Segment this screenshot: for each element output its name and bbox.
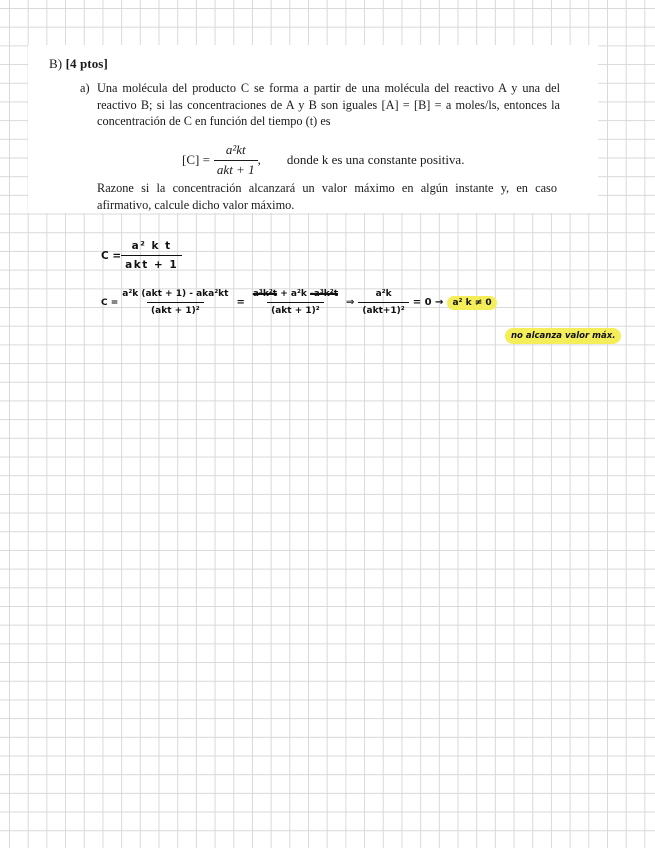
problem-statement: [80, 80, 560, 130]
handwritten-equation-2: [101, 289, 497, 316]
implies-arrow: ⇒: [346, 297, 355, 308]
problem-text: Una molécula del producto C se forma a partir de una molécula del reactivo A y una del reactivo B; si las concentraciones de A y B son iguales [A] = [B] = a moles/ls, entonces la concentración de C en función del tiempo (t) es: [97, 81, 560, 128]
derivative-numerator: a²k (akt + 1) - aka²kt: [122, 289, 229, 299]
eq2-lhs: C =: [101, 297, 119, 308]
eq1-fraction: [121, 240, 182, 271]
formula-numerator: a²kt: [225, 142, 246, 157]
formula-fraction: [214, 142, 258, 178]
conclusion-note: [505, 331, 621, 341]
crossed-term-2: -a³k²t: [310, 289, 339, 299]
formula-denominator: akt + 1: [214, 160, 258, 178]
concentration-formula: [182, 142, 464, 178]
derivative-denominator: (akt + 1)²: [147, 302, 204, 316]
crossed-term-1: a³k²t: [252, 289, 278, 299]
simplified-numerator: [249, 289, 342, 302]
formula-note: donde k es una constante positiva.: [286, 152, 465, 167]
item-label: a): [80, 81, 90, 95]
kept-term: + a²k: [277, 289, 311, 299]
derivative-fraction: [118, 289, 232, 316]
simplified-denominator: (akt + 1)²: [267, 302, 324, 316]
final-fraction: [358, 289, 408, 316]
zero-condition: = 0 →: [412, 297, 444, 308]
eq1-denominator: akt + 1: [121, 255, 182, 271]
section-heading: [49, 56, 108, 72]
section-points: [4 ptos]: [65, 56, 108, 71]
highlighted-conclusion: no alcanza valor máx.: [505, 328, 621, 344]
simplified-fraction: [249, 289, 342, 316]
final-numerator: a²k: [375, 289, 392, 299]
eq1-lhs: C =: [101, 249, 122, 262]
formula-tail: ,: [257, 152, 261, 167]
handwritten-equation-1: [101, 240, 182, 271]
section-label: B): [49, 56, 63, 71]
problem-question: Razone si la concentración alcanzará un valor máximo en algún instante y, en caso afirmativo, calcule dicho valor máximo.: [97, 181, 557, 212]
equals-sign: =: [236, 297, 245, 308]
final-denominator: (akt+1)²: [358, 302, 408, 316]
eq1-numerator: a² k t: [131, 240, 172, 252]
highlighted-result: a² k ≠ 0: [447, 296, 496, 310]
formula-lhs: [C] =: [182, 152, 210, 167]
